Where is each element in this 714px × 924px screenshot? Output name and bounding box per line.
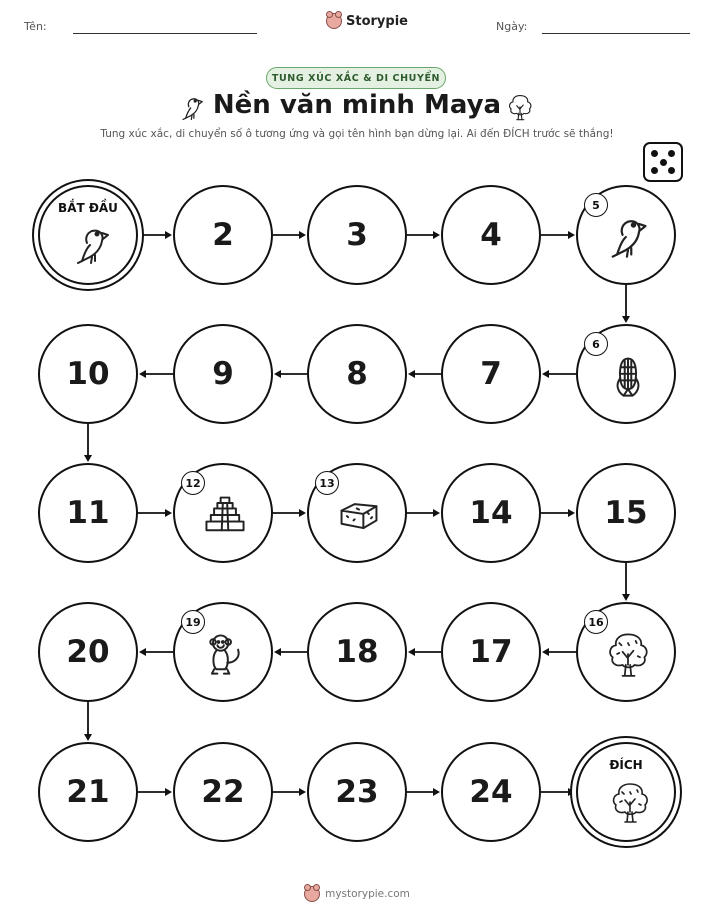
space-number-badge: 16 <box>584 610 608 634</box>
space-number-badge: 13 <box>315 471 339 495</box>
stone-block-icon <box>335 491 383 539</box>
space-number: 15 <box>604 495 648 531</box>
board-space <box>307 324 407 424</box>
path-arrow <box>407 788 440 796</box>
start-label: BẮT ĐẦU <box>58 201 118 215</box>
board-space <box>38 742 138 842</box>
board-space <box>441 185 541 285</box>
path-arrow <box>407 231 440 239</box>
space-number-badge: 12 <box>181 471 205 495</box>
path-arrow <box>138 509 172 517</box>
path-arrow <box>273 509 306 517</box>
monkey-icon <box>201 630 249 678</box>
path-arrow <box>84 702 92 741</box>
date-label: Ngày: <box>496 20 528 33</box>
path-arrow <box>541 231 575 239</box>
path-arrow <box>139 370 173 378</box>
board-space <box>441 324 541 424</box>
space-number-badge: 5 <box>584 193 608 217</box>
board-space <box>307 602 407 702</box>
board-space <box>576 185 676 285</box>
tree-icon <box>608 780 652 824</box>
board-space <box>576 463 676 563</box>
finish-label: ĐÍCH <box>609 758 643 772</box>
tree-icon <box>604 630 652 678</box>
path-arrow <box>139 648 173 656</box>
parrot-icon <box>604 213 652 261</box>
board-space <box>576 324 676 424</box>
path-arrow <box>542 370 576 378</box>
board-space <box>173 602 273 702</box>
space-number: 20 <box>66 634 110 670</box>
board-space <box>38 463 138 563</box>
board-space <box>173 185 273 285</box>
page-title: Nền văn minh Maya <box>212 90 502 120</box>
space-number-badge: 6 <box>584 332 608 356</box>
path-arrow <box>622 285 630 323</box>
space-number-badge: 19 <box>181 610 205 634</box>
start-space <box>38 185 138 285</box>
space-number: 10 <box>66 356 110 392</box>
path-arrow <box>541 509 575 517</box>
space-number: 8 <box>346 356 368 392</box>
parrot-icon <box>70 223 114 267</box>
name-label: Tên: <box>24 20 47 33</box>
board-space <box>441 602 541 702</box>
board-space <box>307 463 407 563</box>
space-number: 17 <box>469 634 513 670</box>
path-arrow <box>622 563 630 601</box>
space-number: 14 <box>469 495 513 531</box>
board-space <box>173 324 273 424</box>
space-number: 21 <box>66 774 110 810</box>
space-number: 9 <box>212 356 234 392</box>
footer-url: mystorypie.com <box>325 888 410 900</box>
path-arrow <box>274 648 307 656</box>
path-arrow <box>408 370 441 378</box>
path-arrow <box>274 370 307 378</box>
pyramid-icon <box>201 491 249 539</box>
path-arrow <box>541 788 575 796</box>
finish-space <box>576 742 676 842</box>
space-number: 7 <box>480 356 502 392</box>
space-number: 24 <box>469 774 513 810</box>
path-arrow <box>138 788 172 796</box>
space-number: 18 <box>335 634 379 670</box>
space-number: 11 <box>66 495 110 531</box>
path-arrow <box>273 231 306 239</box>
bear-icon <box>304 886 320 902</box>
path-arrow <box>84 424 92 462</box>
brand-name: Storypie <box>346 13 408 29</box>
instructions: Tung xúc xắc, di chuyển số ô tương ứng và gọi tên hình bạn dừng lại. Ai đến ĐÍCH trước sẽ thắng! <box>100 128 614 140</box>
board-space <box>307 742 407 842</box>
space-number: 4 <box>480 217 502 253</box>
space-number: 22 <box>201 774 245 810</box>
board-space <box>441 463 541 563</box>
board-space <box>307 185 407 285</box>
path-arrow <box>542 648 576 656</box>
board-space <box>38 602 138 702</box>
footer <box>0 886 714 902</box>
board-space <box>173 463 273 563</box>
activity-pill: TUNG XÚC XẮC & DI CHUYỂN <box>266 67 446 89</box>
space-number: 3 <box>346 217 368 253</box>
board-space <box>441 742 541 842</box>
space-number: 23 <box>335 774 379 810</box>
path-arrow <box>408 648 441 656</box>
path-arrow <box>273 788 306 796</box>
corn-icon <box>604 352 652 400</box>
board-space <box>38 324 138 424</box>
space-number: 2 <box>212 217 234 253</box>
board-space <box>576 602 676 702</box>
path-arrow <box>138 231 172 239</box>
path-arrow <box>407 509 440 517</box>
board-space <box>173 742 273 842</box>
